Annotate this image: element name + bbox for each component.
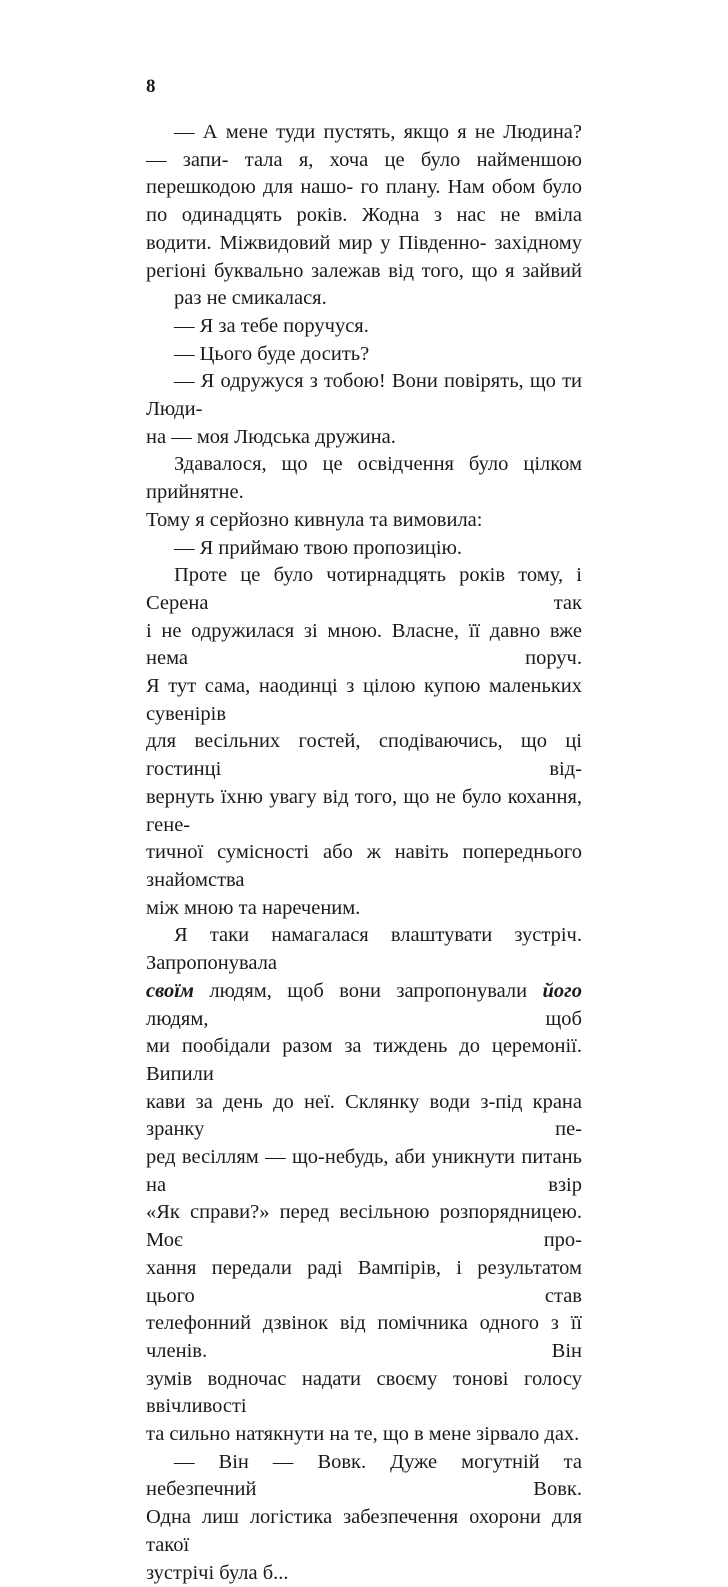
- text-line: — Він — Вовк. Дуже могутній та небезпечний Вовк.: [146, 1450, 582, 1501]
- text-line: Я таки намагалася влаштувати зустріч. Запропонувала: [146, 924, 582, 975]
- emphasis-text: своїм: [146, 979, 194, 1002]
- paragraph: [146, 728, 582, 783]
- paragraph: [146, 424, 582, 452]
- paragraph: [146, 535, 582, 563]
- text-line: Я тут сама, наодинці з цілою купою маленьких сувенірів: [146, 675, 582, 725]
- paragraph: [146, 784, 582, 839]
- text-line: телефонний дзвінок від помічника одного з її членів. Він: [146, 1312, 582, 1362]
- paragraph: [146, 507, 582, 535]
- paragraph: [146, 119, 582, 285]
- paragraph: [146, 1560, 582, 1587]
- text-line: людям, щоб: [146, 1007, 582, 1030]
- paragraph: [146, 1089, 582, 1144]
- paragraph: [146, 618, 582, 673]
- text-line: хання передали раді Вампірів, і результатом цього став: [146, 1256, 582, 1307]
- paragraph: [146, 368, 582, 423]
- paragraph: [146, 673, 582, 728]
- text-line: вернуть їхню увагу від того, що не було кохання, генe-: [146, 785, 582, 836]
- text-line: — Я за тебе поручуся.: [174, 314, 369, 337]
- text-line: та сильно натякнути на те, що в мене зірвало дах.: [146, 1423, 580, 1446]
- paragraph: [146, 922, 582, 977]
- paragraph: [146, 1199, 582, 1254]
- body-text: [146, 119, 582, 1587]
- paragraph: [146, 562, 582, 617]
- paragraph: [146, 839, 582, 894]
- text-line: го плану. Нам обом було по одинадцять років. Жодна: [146, 176, 582, 227]
- text-line: — Цього буде досить?: [174, 342, 370, 365]
- text-line: — А мене туди пустять, якщо я не Людина? — запи-: [146, 121, 582, 171]
- text-line: раз не смикалася.: [174, 287, 327, 310]
- text-line: людям, щоб вони запропонували: [193, 979, 543, 1002]
- text-line: Тому я серйозно кивнула та вимовила:: [146, 508, 483, 531]
- text-line: ми пообідали разом за тиждень до церемонії. Випили: [146, 1035, 582, 1085]
- paragraph: [146, 1366, 582, 1421]
- paragraph: [146, 1255, 582, 1310]
- paragraph: [146, 1144, 582, 1199]
- paragraph: [146, 341, 582, 369]
- text-line: з нас не вміла водити. Міжвидовий мир у Південно-: [146, 204, 582, 254]
- text-line: західному регіоні буквально залежав від того, що я зайвий: [146, 231, 583, 282]
- text-line: Одна лиш логістика забезпечення охорони для такої: [146, 1506, 582, 1556]
- text-line: між мною та нареченим.: [146, 896, 361, 919]
- paragraph: [146, 313, 582, 341]
- paragraph: [146, 1421, 582, 1449]
- text-line: Проте це було чотирнадцять років тому, і Серена так: [146, 564, 582, 614]
- text-line: Здавалося, що це освідчення було цілком прийнятне.: [146, 453, 582, 504]
- paragraph: [146, 895, 582, 923]
- text-line: тичної сумісності або ж навіть попереднього знайомства: [146, 841, 582, 891]
- text-line: «Як справи?» перед весільною розпорядницею. Моє про-: [146, 1201, 582, 1252]
- text-line: тала я, хоча це було найменшою перешкодою для нашо-: [146, 148, 583, 199]
- text-line: — Я одружуся з тобою! Вони повірять, що ти Люди-: [146, 370, 582, 421]
- paragraph: [146, 1033, 582, 1088]
- paragraph: [146, 451, 582, 506]
- paragraph: [146, 978, 582, 1033]
- text-line: ред весіллям — що-небудь, аби уникнути питань на взір: [146, 1146, 582, 1196]
- text-line: кави за день до неї. Склянку води з-під крана зранку пе-: [146, 1090, 582, 1141]
- text-line: для весільних гостей, сподіваючись, що ці гостинці від-: [146, 730, 582, 781]
- emphasis-text: його: [542, 979, 582, 1002]
- paragraph: [146, 1310, 582, 1365]
- text-line: і не одружилася зі мною. Власне, її давно вже нема поруч.: [146, 619, 582, 670]
- paragraph: [146, 1449, 582, 1504]
- text-line: на — моя Людська дружина.: [146, 425, 396, 448]
- text-line: зумів водночас надати своєму тонові голосу ввічливості: [146, 1367, 582, 1418]
- text-line: зустрічі була б...: [146, 1561, 289, 1584]
- text-line: — Я приймаю твою пропозицію.: [174, 536, 463, 559]
- paragraph: [146, 1504, 582, 1559]
- page-number: 8: [146, 76, 156, 97]
- paragraph: [146, 285, 582, 313]
